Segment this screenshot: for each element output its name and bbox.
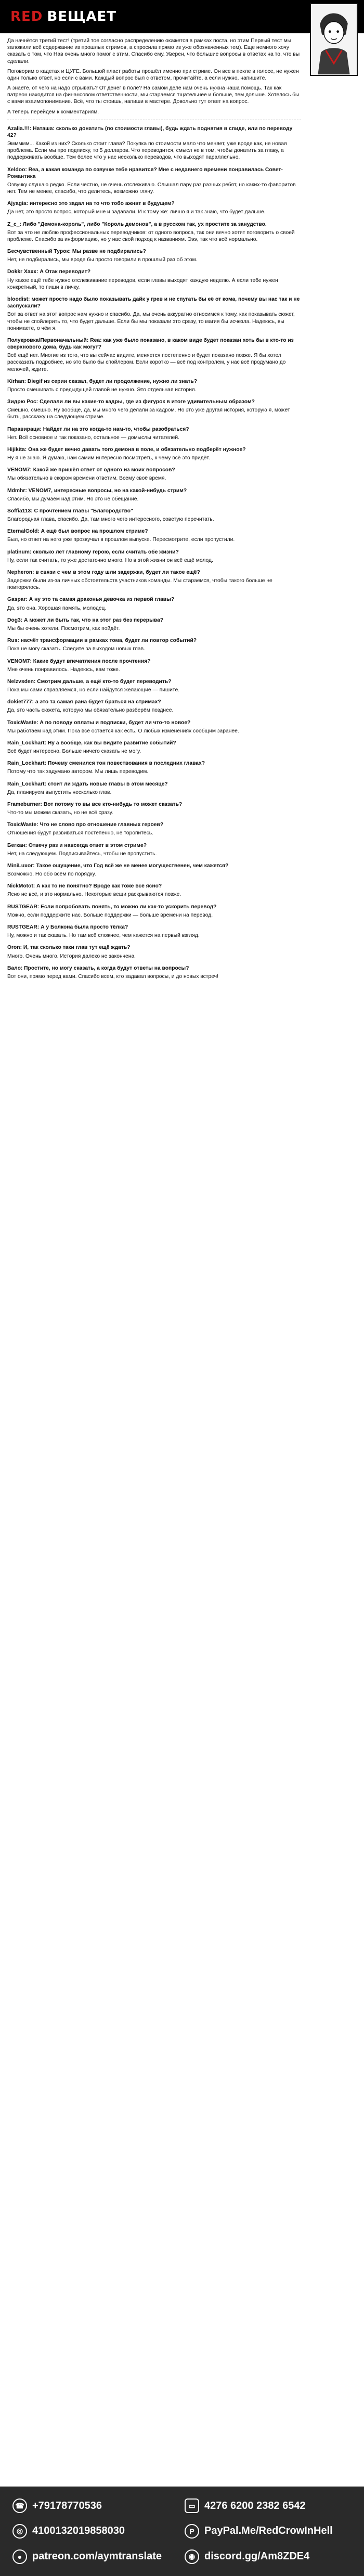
author-separator: : [26,201,30,207]
author-separator: : [33,678,37,685]
qa-item [7,821,301,836]
question-text: Какие будут впечатления после прочтения? [33,658,151,664]
question-text: А по поводу оплаты и подписки, будет ли что-то новое? [40,719,191,726]
question-text: интересно это задал на то что тобо ажнвт в будущем? [29,201,175,207]
qa-item [7,487,301,503]
qa-item [7,637,301,652]
question [7,426,301,433]
patreon-url: patreon.com/aymtranslate [32,2551,162,2562]
answer-text: Много. Очень много. История далеко не закончена. [7,953,136,959]
qa-item [7,549,301,564]
qa-item [7,760,301,775]
question [7,467,301,473]
answer-text: Нет, на следующем. Подписывайтесь, чтобы не пропустить. [7,851,157,857]
author-separator: : [33,862,36,869]
question-text: А ещё был вопрос на прошлом стриме? [41,529,148,535]
paypal-link[interactable] [185,2522,352,2541]
qa-item [7,944,301,959]
qa-item [7,200,301,215]
qa-item [7,268,301,291]
question [7,719,301,726]
question-text: Мы разве не подбирались? [72,249,146,255]
question-author: Паравираци [7,426,40,432]
question-author: VENOM7 [7,467,30,473]
qa-item [7,678,301,693]
card-icon: ▭ [185,2498,199,2513]
wallet-number: 4100132019858030 [32,2525,125,2537]
question-text: может просто надо было показывать дайк у грев и не спугать бы её от кома, почему вы нас так и не заспускали? [7,296,300,310]
intro-section [7,37,301,115]
question [7,781,301,788]
answer-text: Смешно, смешно. Ну вообще, да, мы много чего делали за кадром. Но это уже другая история, которую я, может быть, расскажу на следующем стриме. [7,407,290,420]
author-separator: : [20,965,24,971]
answer-text: Просто смешивать с предыдущей главой не нужно. Это отдельная история. [7,387,197,393]
intro-paragraph: А знаете, от чего на надо отрывать? От денег в поле? На самом деле нам очень нужна наша помощь. Так как патреон находится на финансовом ответственности, мы стараемся тщательнее и больше, тем дольше. Хотелось бы с вами взаимопонимание. Всё, что ты стоишь, напиши в мастере. Довольно тут ответ на вопрос. [7,85,300,105]
question [7,296,301,310]
question-text: сколько лет главному герою, если считать обе жизни? [33,549,179,555]
question-author: Rain_Lockhart [7,761,45,767]
answer-text: Да нет, это просто вопрос, который мне и задавали. И к тому же: лично я и так знаю, что будет дальше. [7,209,266,215]
author-separator: : [24,446,29,453]
question-text: VENOM7, интересные вопросы, но на какой-нибудь стрим? [28,487,187,494]
answer-text: Ясно не всё, и это нормально. Некоторые вещи раскрываются позже. [7,892,181,898]
qa-item [7,862,301,878]
question-author: bloodist [7,296,29,302]
question [7,398,301,405]
question [7,944,301,951]
author-separator: : [24,378,28,384]
question-text: А может ли быть так, что на этот раз без перерыва? [24,617,164,623]
answer-text: Благородная глава, спасибо. Да, там много чего интересного, советую перечитать. [7,517,214,523]
answer-text: Да, планируем выпустить несколько глав. [7,789,112,795]
question [7,699,301,705]
main-content [7,37,301,2477]
header-banner [0,0,364,33]
author-separator: : [17,638,21,644]
card-number: 4276 6200 2382 6542 [204,2500,306,2511]
question-author: Gaspar [7,597,26,603]
question-text: Если попробовать понять, то можно ли как-то ускорить перевод? [41,904,217,910]
question [7,965,301,972]
author-separator: : [37,529,41,535]
question [7,378,301,385]
question-author: dokiet777 [7,699,32,705]
question [7,883,301,890]
title-red-word: RED [10,9,43,24]
question-text: Смотрим дальше, а ещё кто-то будет переводить? [37,678,172,685]
question-author: VENOM7 [7,658,30,664]
question-text: Отвечу раз и навсегда ответ в этом стриме? [28,842,147,848]
answer-text: Был, но ответ на него уже прозвучал в прошлом выпуске. Пересмотрите, если пропустили. [7,537,235,543]
question-text: Diegif из серии сказал, будет ли продолжение, нужно ли знать? [27,378,197,384]
author-separator: : [36,399,40,405]
qa-item [7,446,301,461]
author-separator: : [20,945,23,951]
discord-url: discord.gg/Am8ZDE4 [204,2551,310,2562]
qa-item [7,426,301,441]
answer-text: Можно, если поддержите нас. Больше поддержки — больше времени на перевод. [7,912,213,918]
question [7,166,301,180]
question-text: Ну а вообще, как вы видите развитие событий? [47,740,176,746]
question-text: Простите, но могу сказать, а когда будут ответы на вопросы? [24,965,189,971]
question-author: Бегкан [7,842,25,848]
author-separator: : [19,221,23,227]
question-author: Hijikita [7,446,25,453]
answer-text: Эммммм... Какой из них? Сколько стоит глава? Покупка по стоимости мало что меняет, уже вроде как, не новая проблема. Если мы про подписку, то 5 долларов. Что переводится, смысл не в том, чтобы донатить за главу, а поддерживать вообще. Тем более что у нас несколько переводов, что выходят параллельно. [7,141,287,161]
question [7,821,301,828]
question-text: Наташа: сколько донатить (по стоимости главы), будь ждать поднятия в спиде, или по переводу 42? [7,125,293,138]
question-text: а это та самая рана будет браться на стримах? [35,699,161,705]
question-author: RUSTGEAR [7,904,37,910]
question [7,904,301,910]
author-separator: : [31,508,34,514]
qa-item [7,248,301,263]
answer-text: Ну какое ещё тебе нужно отслеживание переводов, если главы выходят каждую неделю. А если тебе нужен конкретный, то пиши в личку. [7,277,278,290]
question-text: Вот потому то вы все кто-нибудь то может сказать? [43,801,183,807]
author-separator: : [44,740,48,746]
question [7,862,301,869]
question [7,337,301,351]
question-text: Почему сменился тон повествования в последних главах? [47,761,205,767]
answer-text: Что-то мы можем сказать, но не всё сразу. [7,810,113,816]
character-illustration [310,3,358,76]
qa-item [7,596,301,611]
question [7,549,301,556]
qa-item [7,719,301,735]
donation-footer [0,2487,364,2576]
question-text: Что не слово про отношение главных героев? [40,822,164,828]
author-separator: : [32,569,36,575]
intro-paragraph: Поговорим о кадетах и ЦУГЕ. Большой пласт работы прошёл именно при стриме. Он все в пекле в голосе, не нужен один только ответ, но если с вами. Каждый вопрос был с ответом, прочитайте, а если нужно, напишите. [7,68,299,81]
question-author: Бесчувственный Турок [7,249,69,255]
answer-text: Мы бы очень хотели. Посмотрим, как пойдёт. [7,626,120,632]
intro-paragraph: А теперь перейдём к комментариям. [7,109,99,115]
question-author: MiniLuxor [7,862,33,869]
question [7,268,301,275]
phone-icon: ☎ [12,2498,27,2513]
answer-text: Ну я не знаю. Я думаю, нам самим интересно посмотреть, к чему всё это придёт. [7,455,210,461]
question-author: platinum [7,549,30,555]
author-separator: : [32,699,35,705]
answer-text: Спасибо, мы думаем над этим. Но это не обещание. [7,496,139,502]
question-author: Rain_Lockhart [7,781,45,787]
question-text: А у Болкона была просто тёлка? [41,924,128,930]
answer-text: Возможно. Но обо всём по порядку. [7,871,96,878]
question-author: EternalGold [7,529,38,535]
question-author: Ajyagia [7,201,27,207]
answer-text: Пока мы сами справляемся, но если найдутся желающие — пишите. [7,687,180,693]
author-separator: : [36,269,40,275]
question [7,678,301,685]
question-author: ToxicWaste [7,822,37,828]
question-author: ToxicWaste [7,719,37,726]
question-author: Dokkr Xaxx [7,269,37,275]
question [7,617,301,624]
question [7,658,301,665]
question-author: Nelzvsden [7,678,34,685]
patreon-link[interactable] [12,2547,179,2566]
question [7,200,301,207]
author-separator: : [25,597,29,603]
paypal-icon: P [185,2524,199,2539]
phone-number: +79178770536 [32,2500,102,2511]
author-separator: : [36,822,40,828]
question-text: А как то не понятно? Вроде как тоже всё ясно? [36,883,162,890]
author-separator: : [69,249,72,255]
question [7,569,301,576]
author-separator: : [30,658,33,664]
author-separator: : [25,166,29,173]
question-author: Rain_Lockhart [7,740,45,746]
question [7,487,301,494]
answer-text: Вот они, прямо перед вами. Спасибо всем, кто задавал вопросы, и до новых встреч! [7,973,218,980]
question-text: Rea: как уже было показано, в каком виде будет показан хоть бы в кто-то из сверхнового дома, будь как могут? [7,337,294,351]
qa-item [7,337,301,373]
page-title [4,6,123,27]
question-text: А ну это та самая драконья девочка из первой главы? [29,597,175,603]
author-separator: : [33,883,37,890]
question-text: А Отак переводит? [40,269,91,275]
intro-paragraph: Да начнётся третий тест! (третий тое согласно распределению окажется в рамках поста, но этим Первый тест мы заложили всё содержание из прошлых стримов, а спросила прямо из уже обозначенных тем). Еще немного хочу сказать о том, что Нав очень много помог с этим. Спасибо ему. Уверен, что большие вопросы в ответах на то, что вы сделали. [7,38,300,65]
author-separator: : [40,426,43,432]
author-separator: : [28,296,32,302]
title-rest-word: ВЕЩАЕТ [47,9,117,24]
question-author: RUSTGEAR [7,924,37,930]
qa-item [7,883,301,898]
question [7,740,301,746]
qa-item [7,221,301,243]
answer-text: Всё будет интересно. Больше ничего сказать не могу. [7,749,141,755]
question-author: Kirhan [7,378,24,384]
card-contact[interactable] [185,2497,352,2515]
answer-text: Отношения будут развиваться постепенно, не торопитесь. [7,830,153,836]
author-separator: : [25,842,29,848]
question-text: С прочтением главы "Благородство" [34,508,133,514]
answer-text: Нет, не подбирались, мы вроде бы просто говорили в прошлый раз об этом. [7,257,198,263]
paypal-url: PayPal.Me/RedCrowInHell [204,2525,333,2537]
question-author: Z_c_ [7,221,20,227]
question [7,221,301,228]
qa-item [7,398,301,421]
qa-item [7,965,301,980]
qa-item [7,528,301,543]
question-text: Такое ощущение, что Год всё же не менее могущественен, чем кажется? [36,862,229,869]
question-text: Rea, а какая команда по озвучке тебе нравится? Мне с недавнего времени понравилась Совет-Романтика [7,166,283,179]
question-text: Сделали ли вы какие-то кадры, где из фигурок в итоге удивительным образом? [40,399,255,405]
question-text: Она же будет вечно давать того демона в поле, и обязательно подберёт нужное? [28,446,246,453]
question-text: Какой же пришёл ответ от одного из моих вопросов? [33,467,175,473]
qa-item [7,569,301,591]
question-author: NickMotot [7,883,33,890]
author-separator: : [44,781,48,787]
qa-item [7,378,301,393]
author-separator: : [25,487,29,494]
qa-item [7,781,301,796]
question [7,924,301,931]
question-text: Найдет ли на это когда-то нам-то, чтобы разобраться? [43,426,189,432]
answer-text: Да, это она. Хорошая память, молодец. [7,605,107,611]
author-separator: : [37,924,41,930]
answer-text: Ну, если так считать, то уже достаточно много. Но в этой жизни он всё ещё молод. [7,557,213,563]
answer-text: Пока не могу сказать. Следите за выходом новых глав. [7,646,145,652]
question-author: Oron [7,945,20,951]
question-author: Dog3 [7,617,21,623]
question-author: Nepheron [7,569,33,575]
qa-item [7,166,301,196]
question-author: Mdmhr [7,487,25,494]
question [7,596,301,603]
qa-item [7,699,301,714]
answer-text: Да, это часть сюжета, которую мы обязательно разберём позднее. [7,707,174,714]
author-separator: : [44,761,48,767]
question [7,248,301,255]
qa-item [7,125,301,161]
answer-text: Мы обязательно в скором времени ответим. Всему своё время. [7,475,166,482]
wallet-icon: ◎ [12,2524,27,2539]
author-separator: : [20,617,24,623]
discord-icon: ◉ [185,2549,199,2564]
question-text: Либо "Демона-король", либо "Король демонов", а в русском так, ух простите за занудство. [22,221,267,227]
author-separator: : [30,467,33,473]
question-author: Azalia.!!! [7,125,30,132]
answer-text: Ну, можно и так сказать. Но там всё сложнее, чем кажется на первый взгляд. [7,933,200,939]
question-text: И, так сколько таки глав тут ещё ждать? [23,945,131,951]
question [7,125,301,139]
answer-text: Нет. Всё основное и так показано, остальное — домыслы читателей. [7,434,179,441]
qa-item [7,658,301,673]
qa-item [7,467,301,482]
answer-text: Всё ещё нет. Многие из того, что вы сейчас видите, меняется постепенно и будет показано позже. Я бы хотел рассказать подробнее, но это было бы спойлером. Если коротко — всё под контролем, у нас всё продумано до мелочей, ждите. [7,353,286,372]
answer-text: Задержки были из-за личных обстоятельств участников команды. Мы стараемся, чтобы такого больше не повторялось. [7,578,272,591]
answer-text: Потому что так задумано автором. Мы лишь переводим. [7,769,149,775]
qa-item [7,801,301,816]
question [7,446,301,453]
qa-item [7,296,301,332]
question-author: Зидрю Рос [7,399,36,405]
author-separator: : [36,719,40,726]
answer-text: Вот за ответ на этот вопрос нам нужно и спасибо. Да, мы очень аккуратно относимся к тому, как показывать сюжет, чтобы не спойлерить то, что будет дальше. Если бы мы показали это сразу, то магия бы исчезла. Надеюсь, вы понимаете, о чём я. [7,312,295,331]
author-separator: : [29,549,33,555]
answer-text: Вот за что не люблю профессиональных переводчиков: от одного вопроса, так они вечно хотят поговорить о своей проблеме. Спасибо за информацию, но у нас свой подход к названиям. Эээ, так что всё нормально. [7,229,295,242]
phone-contact[interactable] [12,2497,179,2515]
answer-text: Мы работаем над этим. Пока всё остаётся как есть. О любых изменениях сообщим заранее. [7,728,239,734]
question-author: Rus [7,638,18,644]
question [7,508,301,514]
qa-list [7,125,301,980]
question [7,760,301,767]
question [7,801,301,808]
question-author: Вало [7,965,21,971]
question-author: Xeldoo [7,166,25,173]
qa-item [7,904,301,919]
question [7,842,301,849]
author-separator: : [29,125,33,132]
author-separator: : [40,801,44,807]
answer-text: Озвучку слушаю редко. Если честно, не очень отслеживаю. Слышал пару раз разных ребят, но каких-то фаворитов нет. Тем не менее, спасибо, что делитесь, возможно гляну. [7,182,296,195]
wallet-contact[interactable] [12,2522,179,2541]
qa-item [7,740,301,755]
question-text: стоит ли ждать новые главы в этом месяце? [47,781,168,787]
qa-item [7,508,301,523]
answer-text: Мне очень понравилось. Надеюсь, вам тоже. [7,666,120,673]
question-author: Frameburner [7,801,41,807]
question-author: Soffia113 [7,508,31,514]
patreon-icon: ● [12,2549,27,2564]
qa-item [7,924,301,939]
author-separator: : [86,337,90,343]
question [7,637,301,644]
qa-item [7,842,301,857]
author-separator: : [37,904,41,910]
discord-link[interactable] [185,2547,352,2566]
question [7,528,301,535]
qa-item [7,617,301,632]
question-text: в связи с чем в этом году шли задержки, будет ли такое ещё? [35,569,200,575]
question-author: Полукровка/Первоначальный [7,337,87,343]
question-text: насчёт трансформации в рамках тома, будет ли повтор событий? [20,638,197,644]
character-sketch-icon [311,4,357,75]
